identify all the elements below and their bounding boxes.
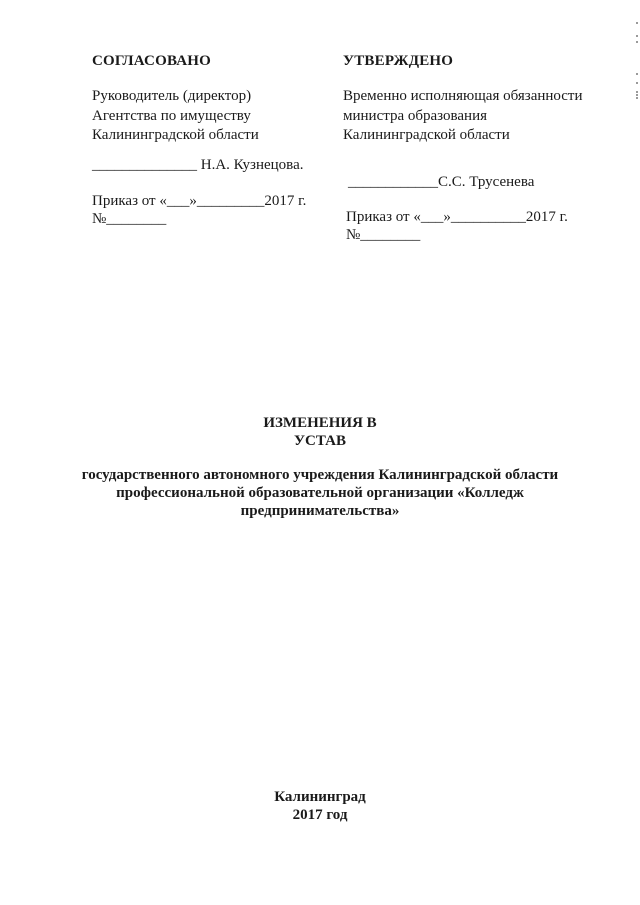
- approved-position-line: Калининградской области: [343, 127, 510, 143]
- approved-heading: УТВЕРЖДЕНО: [343, 53, 454, 69]
- approved-order-line: Приказ от «___»__________2017 г.: [346, 209, 568, 225]
- agreed-heading: СОГЛАСОВАНО: [92, 53, 211, 69]
- approval-block-approved: [343, 52, 633, 146]
- agreed-order-line: Приказ от «___»_________2017 г.: [92, 193, 307, 209]
- footer-year: 2017 год: [292, 807, 348, 823]
- approved-position-line: министра образования: [343, 107, 488, 124]
- agreed-number-line: №________: [92, 211, 167, 227]
- subtitle-line-1: государственного автономного учреждения Калининградской области: [81, 467, 559, 483]
- footer-city: Калининград: [274, 789, 366, 805]
- agreed-signature-line: ______________ Н.А. Кузнецова.: [92, 157, 304, 173]
- document-subtitle: [0, 466, 640, 520]
- approved-number-line: №________: [346, 227, 421, 243]
- title-line-2: УСТАВ: [294, 433, 346, 449]
- agreed-position-line: Руководитель (директор): [92, 88, 252, 104]
- subtitle-line-3: предпринимательства»: [240, 503, 400, 519]
- agreed-position-line: Калининградской области: [92, 127, 259, 143]
- agreed-position-line: Агентства по имуществу: [92, 107, 251, 124]
- approval-block-agreed: [92, 52, 332, 146]
- document-title: [0, 414, 640, 450]
- subtitle-line-2: профессиональной образовательной организации «Колледж: [116, 485, 524, 501]
- approved-position-line: Временно исполняющая обязанности: [343, 88, 583, 104]
- document-footer: [0, 788, 640, 824]
- approved-signature-line: ____________С.С. Трусенева: [348, 174, 535, 190]
- title-line-1: ИЗМЕНЕНИЯ В: [263, 415, 377, 431]
